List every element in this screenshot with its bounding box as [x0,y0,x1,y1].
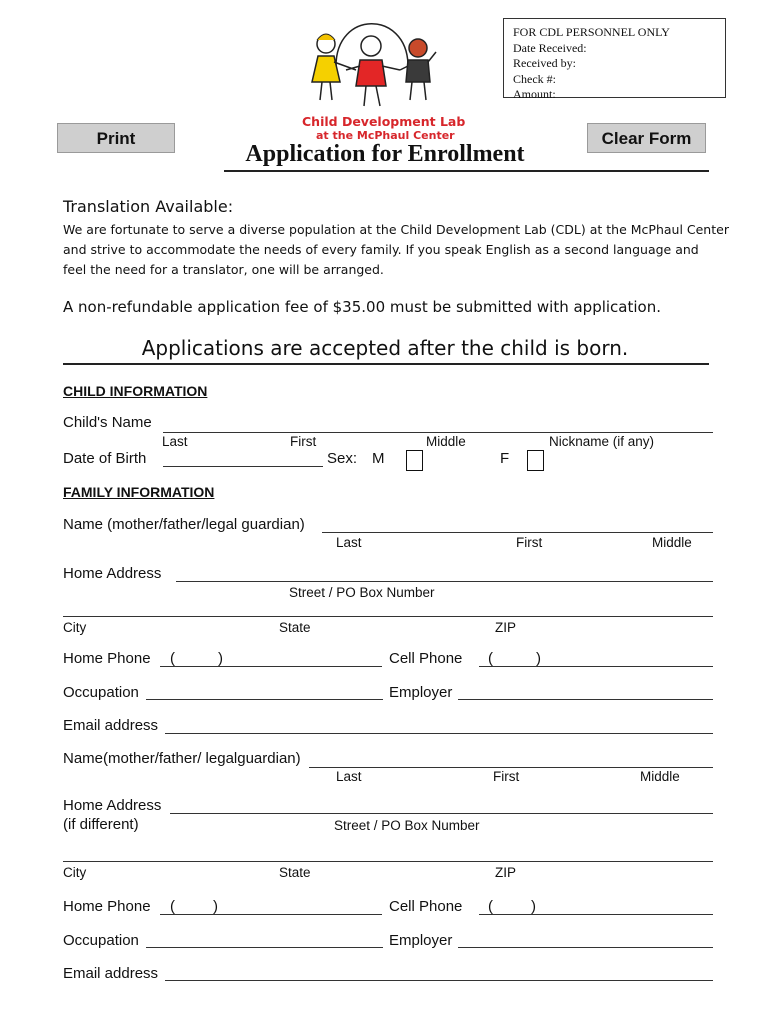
sex-m-label: M [372,450,385,467]
city-caption: City [63,865,87,880]
check-number-label: Check #: [513,71,556,86]
guardian1-name-label: Name (mother/father/legal guardian) [63,516,305,533]
employer-label: Employer [389,684,453,701]
if-different-label: (if different) [63,816,139,833]
child-section-heading: CHILD INFORMATION [63,383,208,399]
employer-label: Employer [389,932,453,949]
employer-field[interactable] [458,699,713,700]
first-caption: First [516,535,543,550]
cell-phone-field[interactable] [479,666,713,667]
childs-name-field[interactable] [163,432,713,433]
received-by-label: Received by: [513,56,576,70]
page-title: Application for Enrollment [245,141,525,167]
home-address-city-field[interactable] [63,861,713,862]
amount-label: Amount: [513,87,556,101]
email-label: Email address [63,717,159,734]
zip-caption: ZIP [495,865,517,880]
home-phone-label: Home Phone [63,898,151,915]
cell-phone-field[interactable] [479,914,713,915]
title-rule [224,170,709,172]
translation-heading: Translation Available: [63,197,234,216]
state-caption: State [279,865,311,880]
occupation-field[interactable] [146,699,383,700]
divider [63,363,709,365]
occupation-field[interactable] [146,947,383,948]
paren-close: ) [218,650,223,667]
clear-form-button[interactable]: Clear Form [587,123,706,153]
middle-caption: Middle [652,535,692,550]
home-address-street-field[interactable] [170,813,713,814]
sex-label: Sex: [327,450,358,467]
street-caption: Street / PO Box Number [334,818,480,833]
employer-field[interactable] [458,947,713,948]
last-caption: Last [336,769,362,784]
paren-close: ) [531,898,536,915]
home-phone-label: Home Phone [63,650,151,667]
cell-phone-label: Cell Phone [389,898,463,915]
zip-caption: ZIP [495,620,517,635]
paren-close: ) [536,650,541,667]
home-address-city-field[interactable] [63,616,713,617]
children-logo-image [296,18,456,114]
logo-subtitle: at the McPhaul Center [316,129,455,142]
first-caption: First [493,769,520,784]
middle-caption: Middle [426,434,466,449]
translation-text-line: We are fortunate to serve a diverse population at the Child Development Lab (CDL) at the McPhaul Center [63,222,729,237]
state-caption: State [279,620,311,635]
paren-open: ( [488,650,493,667]
street-caption: Street / PO Box Number [289,585,435,600]
sex-m-checkbox[interactable] [406,450,423,471]
childs-name-label: Child's Name [63,414,152,431]
guardian2-name-field[interactable] [309,767,713,768]
guardian2-name-label: Name(mother/father/ legalguardian) [63,750,301,767]
guardian1-name-field[interactable] [322,532,713,533]
logo-title: Child Development Lab [302,114,466,129]
translation-text-line: feel the need for a translator, one will be arranged. [63,262,384,277]
born-note: Applications are accepted after the child is born. [141,336,629,360]
home-phone-field[interactable] [160,666,382,667]
email-label: Email address [63,965,159,982]
office-use-header: FOR CDL PERSONNEL ONLY [513,25,670,39]
paren-open: ( [488,898,493,915]
office-use-box [503,18,726,101]
cell-phone-label: Cell Phone [389,650,463,667]
sex-f-checkbox[interactable] [527,450,544,471]
home-address-label: Home Address [63,565,162,582]
paren-open: ( [170,898,175,915]
date-of-birth-field[interactable] [163,466,323,467]
date-of-birth-label: Date of Birth [63,450,147,467]
paren-close: ) [213,898,218,915]
occupation-label: Occupation [63,932,139,949]
date-received-label: Date Received: [513,40,587,55]
home-phone-field[interactable] [160,914,382,915]
last-caption: Last [162,434,188,449]
last-caption: Last [336,535,362,550]
email-field[interactable] [165,733,713,734]
fee-note: A non-refundable application fee of $35.00 must be submitted with application. [63,298,661,316]
first-caption: First [290,434,317,449]
nickname-caption: Nickname (if any) [549,434,655,449]
occupation-label: Occupation [63,684,139,701]
home-address-label: Home Address [63,797,162,814]
translation-text-line: and strive to accommodate the needs of every family. If you speak English as a second language and [63,242,699,257]
sex-f-label: F [500,450,510,467]
print-button[interactable]: Print [57,123,175,153]
paren-open: ( [170,650,175,667]
family-section-heading: FAMILY INFORMATION [63,484,215,500]
email-field[interactable] [165,980,713,981]
city-caption: City [63,620,87,635]
home-address-street-field[interactable] [176,581,713,582]
middle-caption: Middle [640,769,680,784]
